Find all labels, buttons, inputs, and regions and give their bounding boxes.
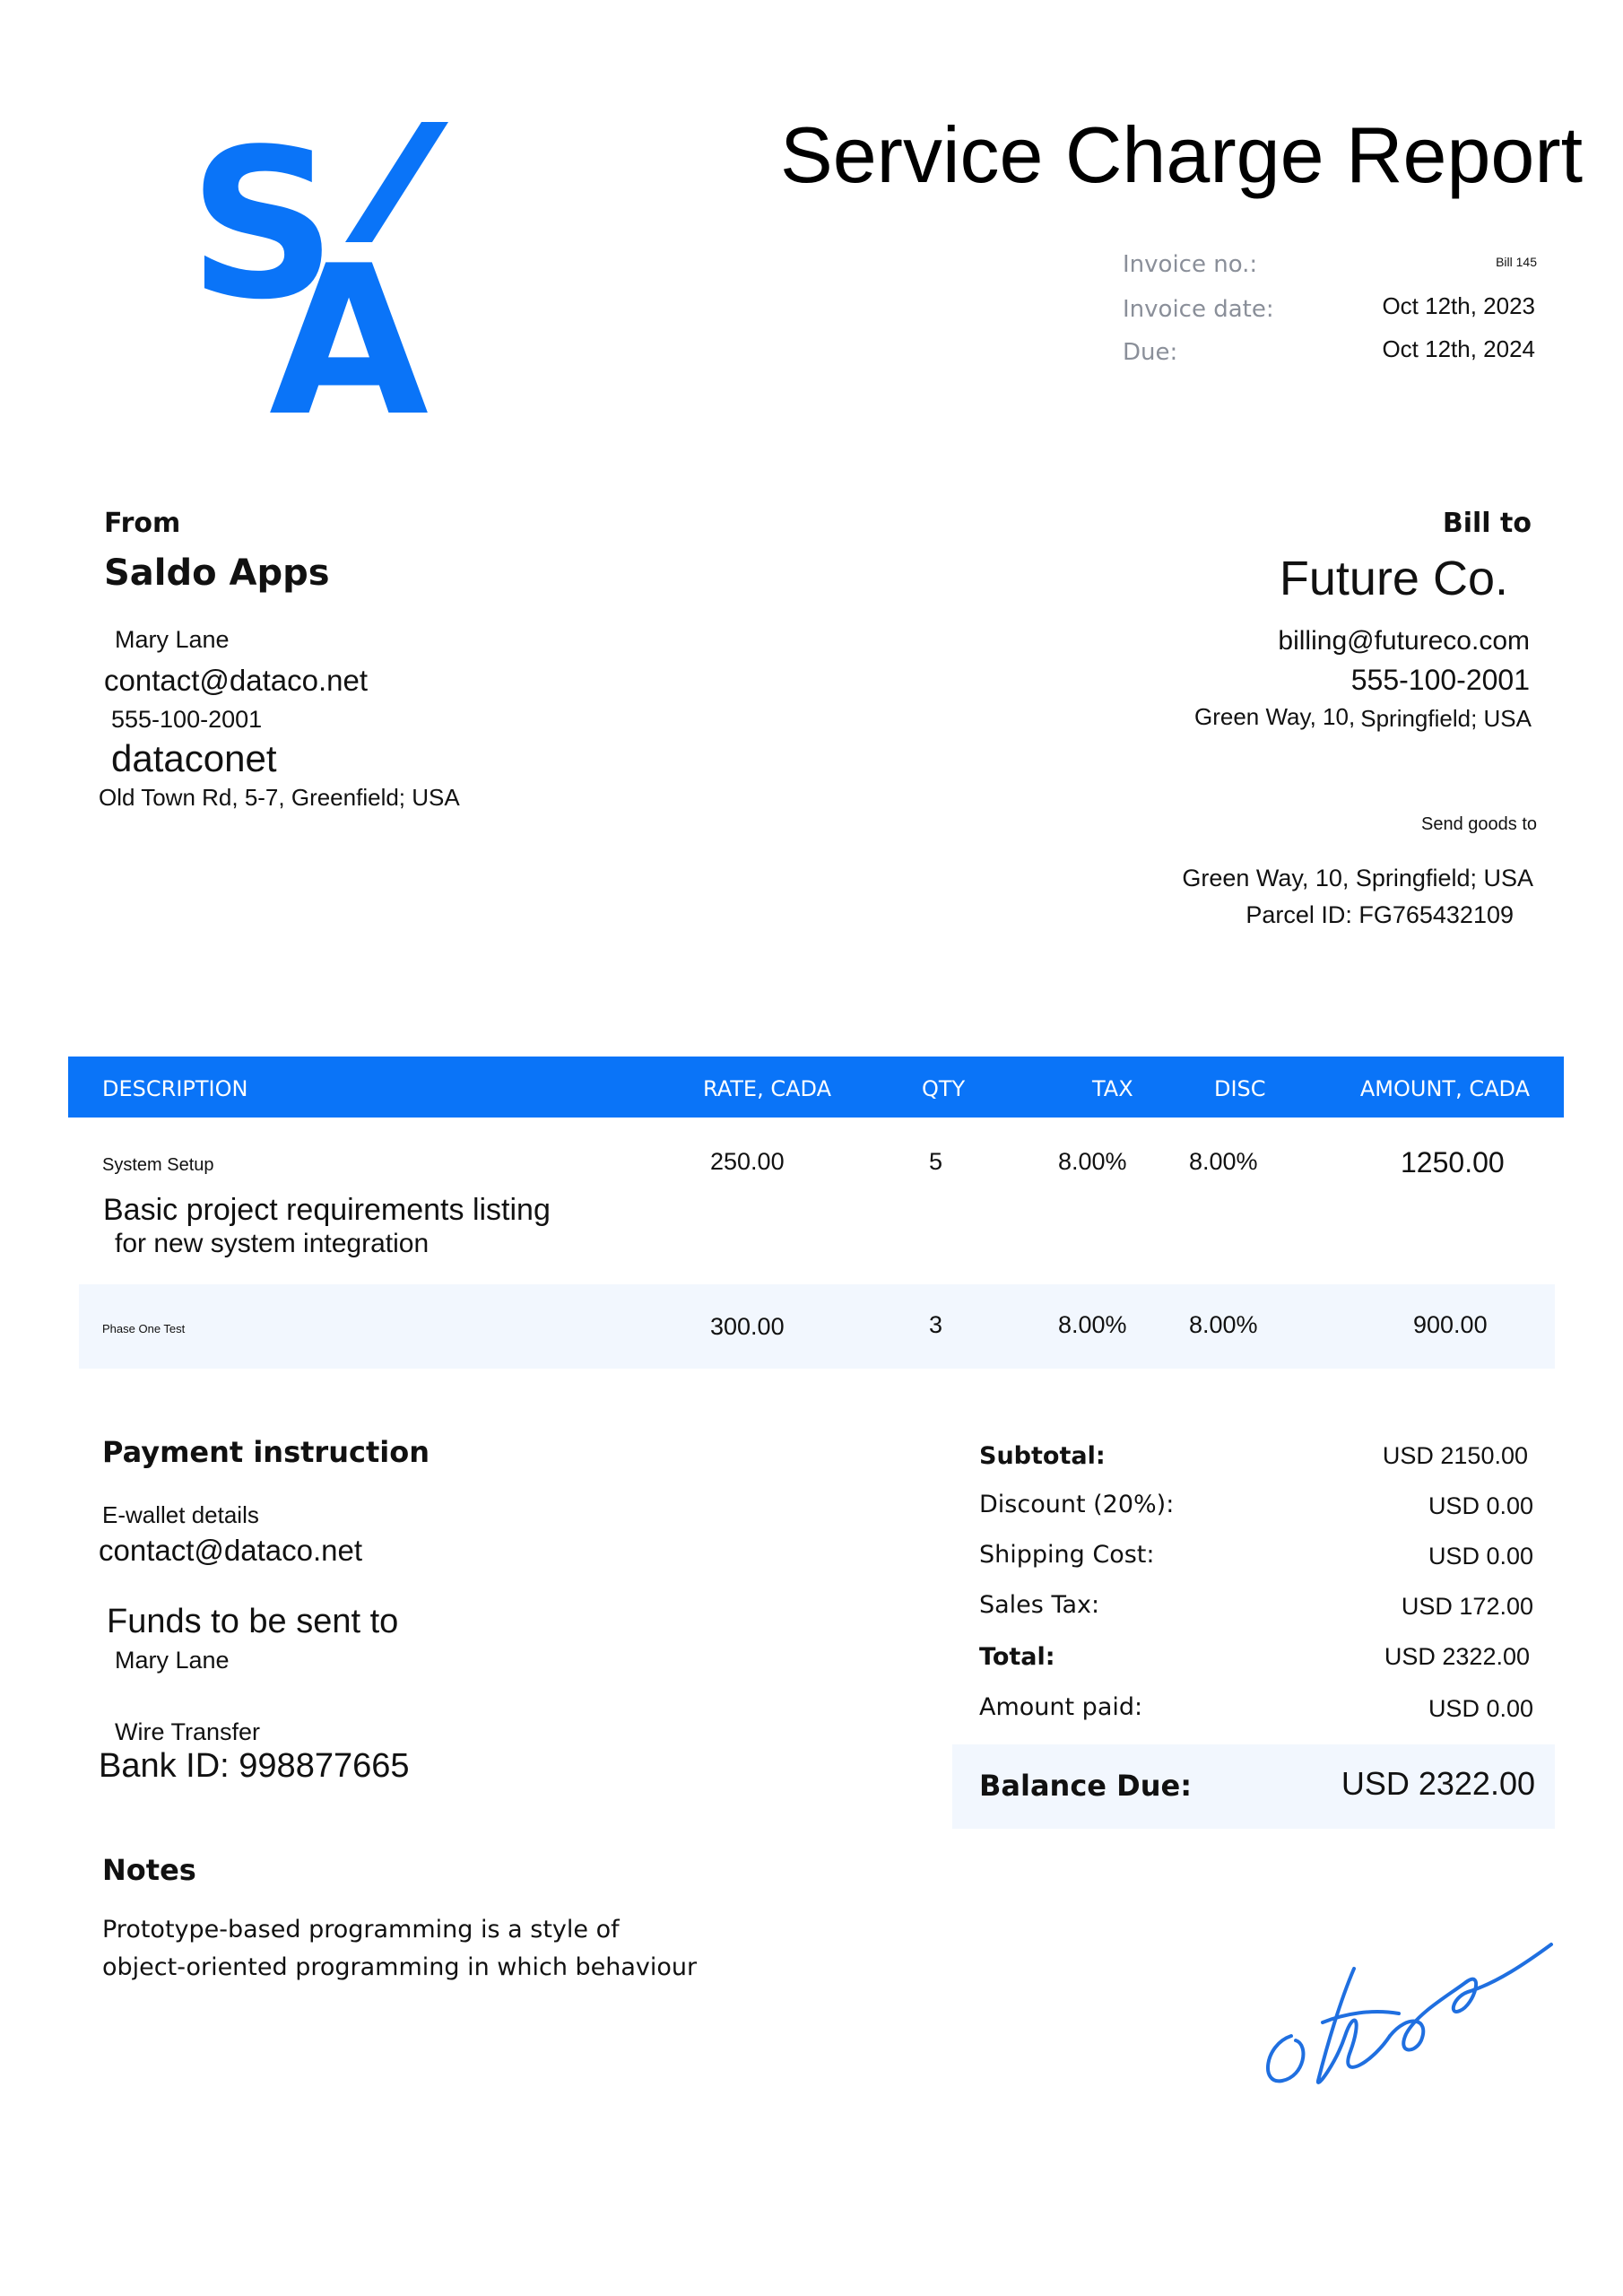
from-address: Old Town Rd, 5-7, Greenfield; USA	[99, 784, 460, 811]
funds-label: Funds to be sent to	[107, 1603, 399, 1640]
row-amount: 1250.00	[1401, 1146, 1505, 1178]
row-rate: 250.00	[710, 1148, 785, 1175]
total-label: Total:	[979, 1643, 1055, 1671]
from-contact-name: Mary Lane	[115, 626, 230, 653]
send-goods-address: Green Way, 10, Springfield; USA	[1182, 865, 1533, 891]
column-header-tax: TAX	[1092, 1076, 1133, 1101]
shipping-label: Shipping Cost:	[979, 1541, 1155, 1569]
row-item-description-line2: for new system integration	[115, 1229, 430, 1258]
invoice-number-label: Invoice no.:	[1123, 251, 1258, 278]
row-disc: 8.00%	[1189, 1148, 1258, 1175]
total-value: USD 2322.00	[1384, 1643, 1530, 1670]
sales-tax-value: USD 172.00	[1401, 1593, 1533, 1620]
amount-paid-value: USD 0.00	[1428, 1695, 1533, 1722]
balance-due-label: Balance Due:	[979, 1769, 1192, 1803]
row-amount: 900.00	[1413, 1311, 1488, 1338]
column-header-rate: RATE, CADA	[703, 1076, 831, 1101]
payment-title: Payment instruction	[102, 1435, 430, 1469]
row-qty: 3	[929, 1311, 943, 1338]
invoice-date-label: Invoice date:	[1123, 296, 1274, 323]
discount-value: USD 0.00	[1428, 1492, 1533, 1519]
notes-line-1: Prototype-based programming is a style of	[102, 1916, 620, 1944]
subtotal-label: Subtotal:	[979, 1442, 1106, 1470]
from-website: dataconet	[111, 737, 277, 779]
column-header-amount: AMOUNT, CADA	[1359, 1076, 1530, 1101]
ewallet-label: E-wallet details	[102, 1501, 259, 1528]
company-logo	[179, 117, 484, 422]
row-qty: 5	[929, 1148, 943, 1175]
from-label: From	[104, 508, 181, 539]
table-header	[68, 1057, 1564, 1118]
row-tax: 8.00%	[1058, 1311, 1127, 1338]
parcel-id: Parcel ID: FG765432109	[1245, 901, 1514, 928]
discount-label: Discount (20%):	[979, 1491, 1175, 1518]
bill-to-email: billing@futureco.com	[1278, 626, 1530, 656]
due-date-label: Due:	[1123, 339, 1178, 366]
signature	[1255, 1928, 1560, 2108]
row-item-description-line1: Basic project requirements listing	[103, 1193, 551, 1227]
invoice-number-value: Bill 145	[1496, 255, 1537, 269]
due-date-value: Oct 12th, 2024	[1382, 335, 1535, 362]
svg-text:A: A	[269, 222, 430, 422]
row-item-name: Phase One Test	[102, 1322, 186, 1335]
bill-to-address-street: Green Way, 10,	[1194, 703, 1356, 730]
sales-tax-label: Sales Tax:	[979, 1591, 1100, 1619]
row-item-name: System Setup	[102, 1155, 214, 1175]
table-row	[79, 1284, 1555, 1369]
bill-to-phone: 555-100-2001	[1350, 664, 1530, 696]
funds-name: Mary Lane	[115, 1647, 230, 1674]
bank-id: Bank ID: 998877665	[99, 1747, 410, 1785]
bill-to-label: Bill to	[1442, 508, 1532, 539]
row-disc: 8.00%	[1189, 1311, 1258, 1338]
ewallet-value: contact@dataco.net	[99, 1534, 363, 1567]
amount-paid-label: Amount paid:	[979, 1693, 1143, 1721]
wire-label: Wire Transfer	[115, 1718, 261, 1745]
notes-title: Notes	[102, 1853, 196, 1887]
from-company: Saldo Apps	[104, 552, 330, 594]
row-tax: 8.00%	[1058, 1148, 1127, 1175]
column-header-qty: QTY	[922, 1076, 966, 1101]
bill-to-address-city: Springfield; USA	[1360, 705, 1532, 732]
row-rate: 300.00	[710, 1313, 785, 1340]
invoice-date-value: Oct 12th, 2023	[1382, 292, 1535, 319]
from-phone: 555-100-2001	[111, 706, 263, 733]
from-email: contact@dataco.net	[104, 664, 369, 697]
subtotal-value: USD 2150.00	[1382, 1442, 1528, 1469]
column-header-disc: DISC	[1214, 1076, 1266, 1101]
shipping-value: USD 0.00	[1428, 1543, 1533, 1570]
balance-due-value: USD 2322.00	[1341, 1765, 1535, 1802]
notes-line-2: object-oriented programming in which behaviour	[102, 1953, 698, 1981]
column-header-description: DESCRIPTION	[102, 1076, 248, 1101]
bill-to-company: Future Co.	[1279, 552, 1508, 605]
document-title: Service Charge Report	[780, 110, 1584, 199]
send-goods-label: Send goods to	[1421, 814, 1537, 834]
svg-text:S: S	[188, 117, 337, 345]
